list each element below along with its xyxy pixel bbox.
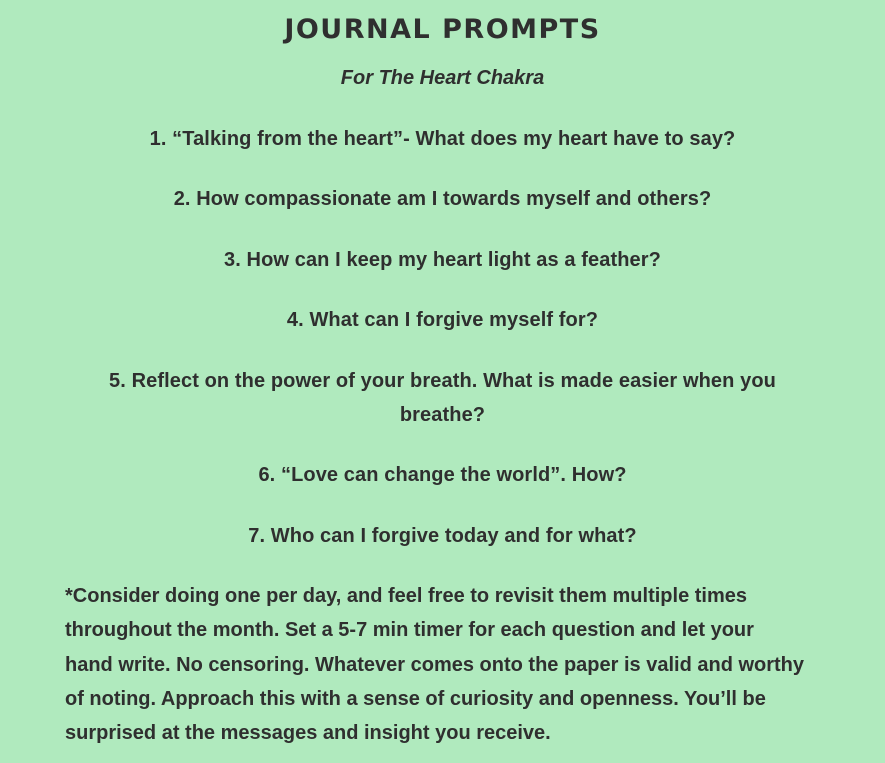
instructions-note: *Consider doing one per day, and feel free to revisit them multiple times throughout the month. Set a 5-7 min timer for each question and let your hand write. No censoring. Whatever comes onto the paper is valid and worthy of noting. Approach this with a sense of curiosity and openness. You’ll be surprised at the messages and insight you receive.	[65, 585, 805, 745]
page-title: JOURNAL PROMPTS	[284, 14, 601, 45]
prompt-item-6: 6. “Love can change the world”. How?	[258, 464, 627, 486]
page-subtitle: For The Heart Chakra	[340, 67, 545, 89]
prompt-item-7: 7. Who can I forgive today and for what?	[248, 525, 637, 547]
prompt-item-4: 4. What can I forgive myself for?	[286, 309, 599, 331]
prompt-item-2: 2. How compassionate am I towards myself and others?	[173, 188, 712, 210]
prompt-item-3: 3. How can I keep my heart light as a feather?	[224, 249, 661, 271]
prompt-item-5: 5. Reflect on the power of your breath. What is made easier when you breathe?	[109, 370, 776, 426]
prompt-item-1: 1. “Talking from the heart”- What does my heart have to say?	[149, 128, 736, 150]
